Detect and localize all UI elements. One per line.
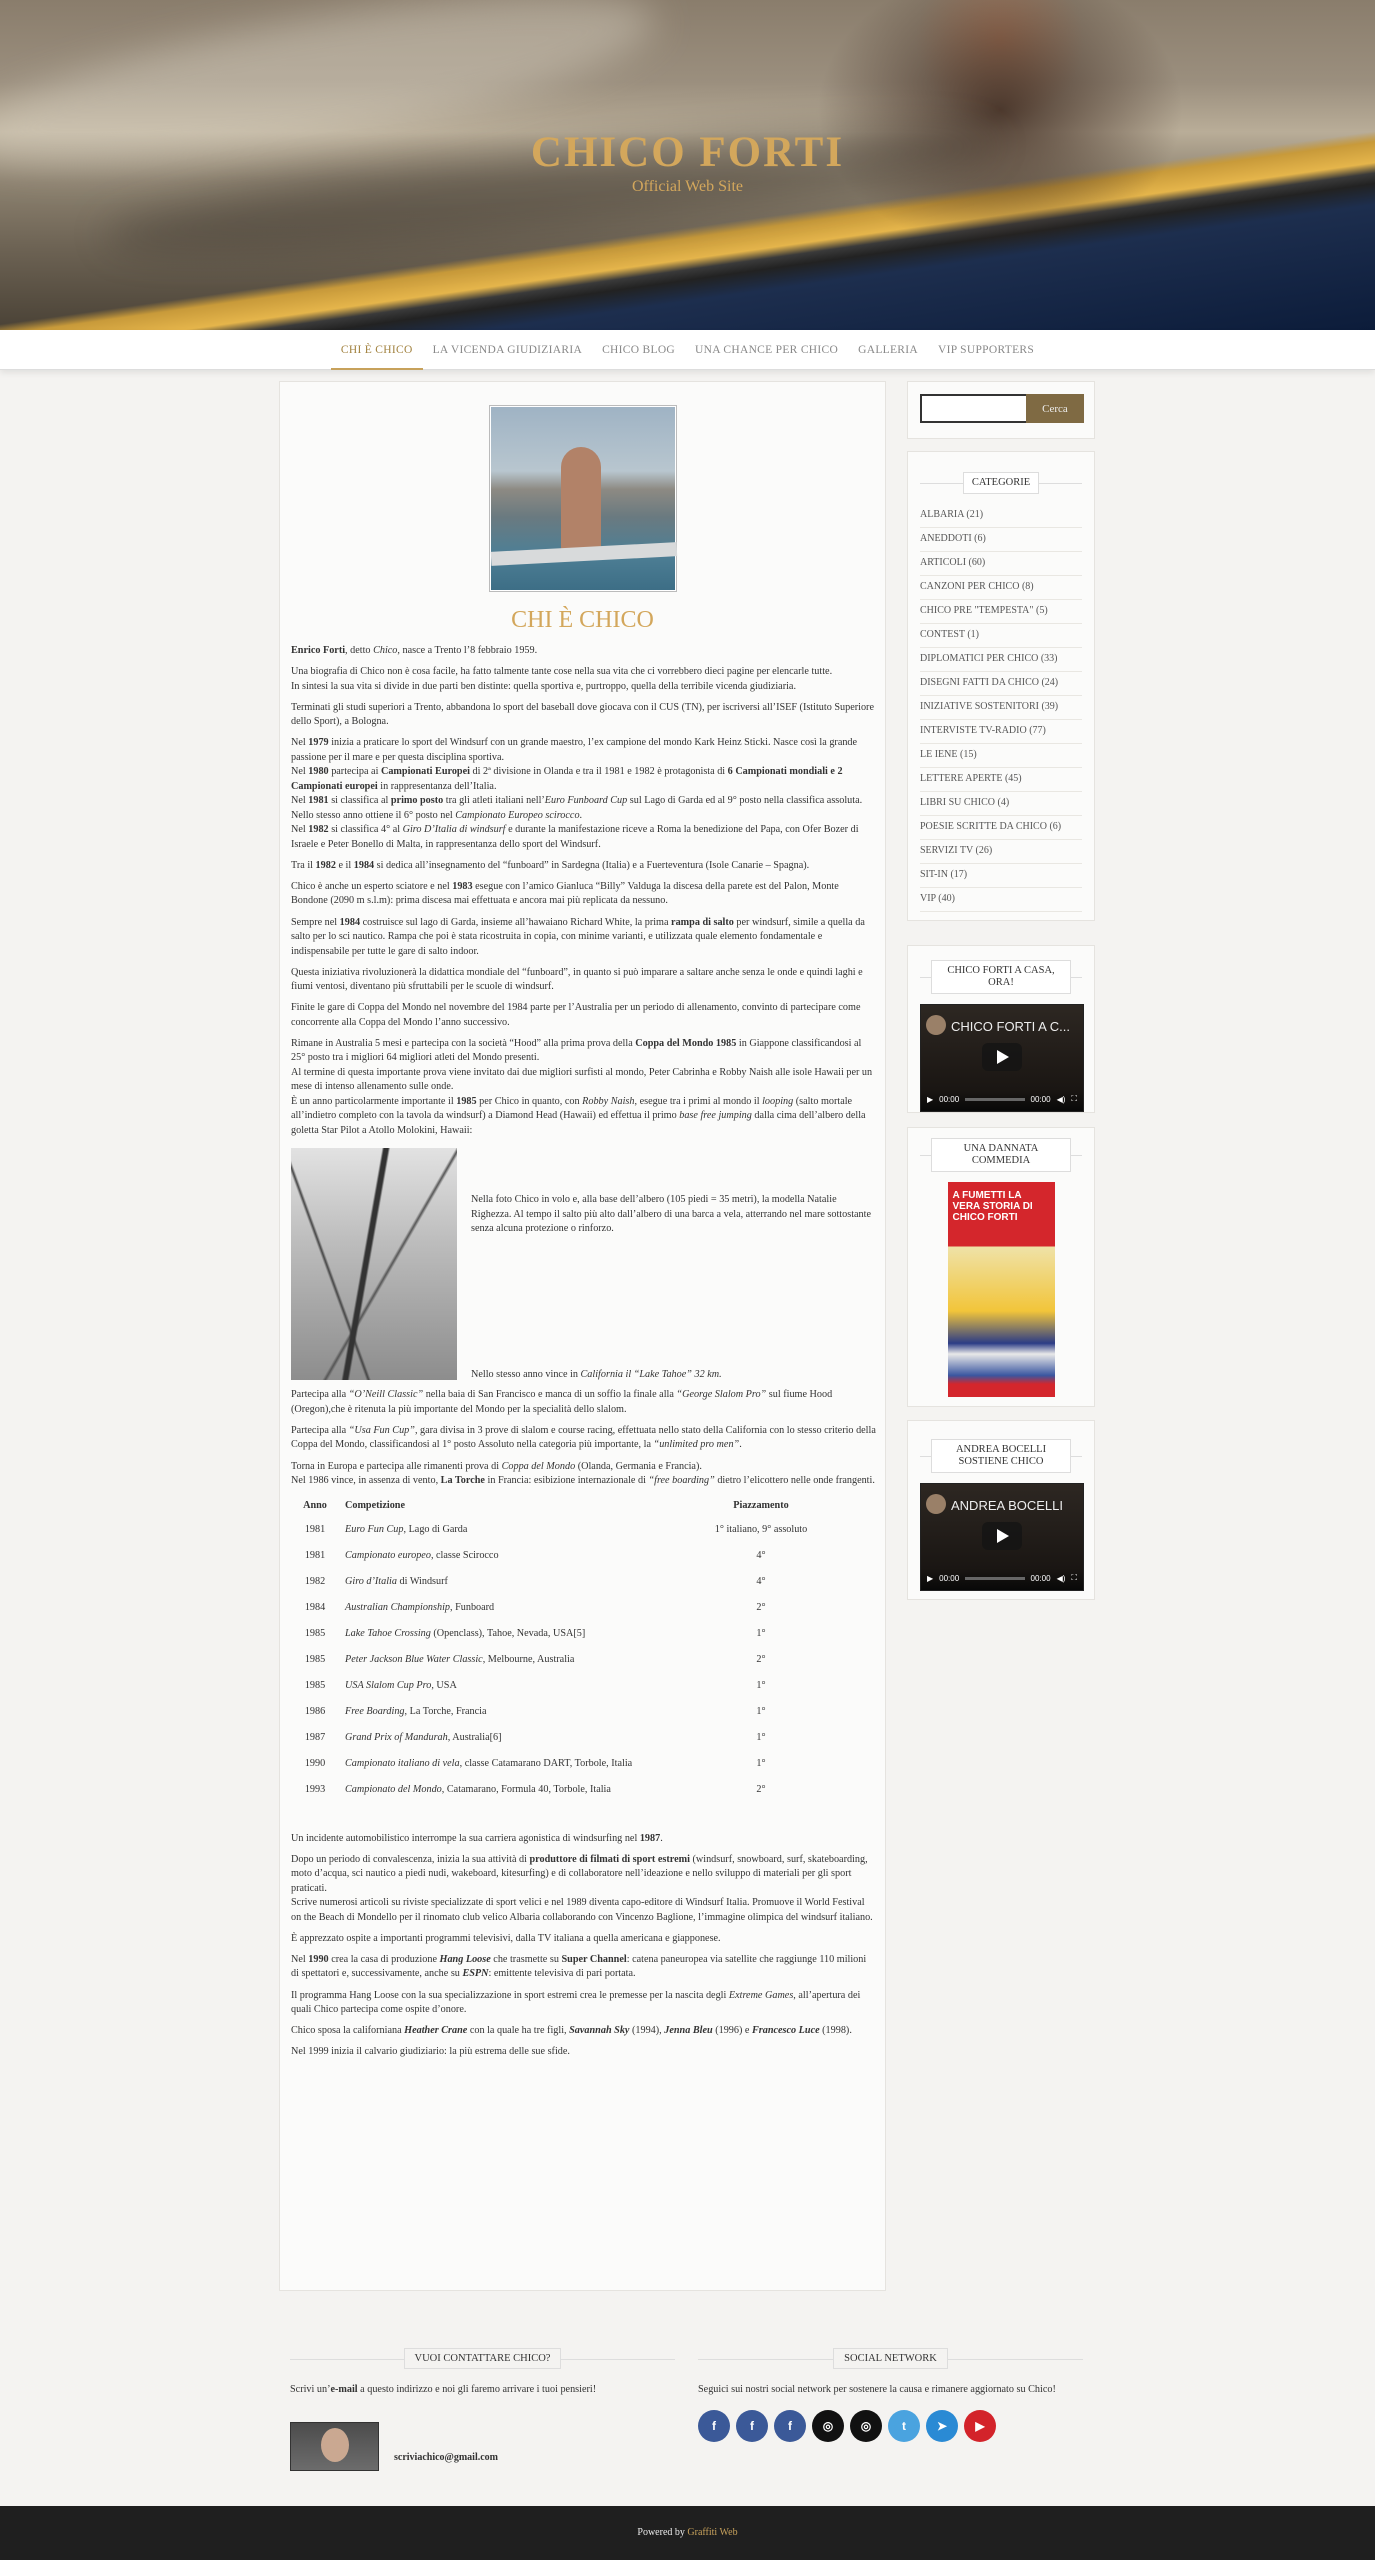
figure-caption: Nella foto Chico in volo e, alla base dell’albero (105 piedi = 35 metri), la modella Natalie Righezza. Al tempo il salto più alto dall’albero di una barca a vela, atterrando nel mare sottostante senza alcuna protezione o rinforzo. [471,1194,871,1235]
instagram-icon[interactable]: ◎ [812,2410,844,2442]
nav-item[interactable]: CHI È CHICO [331,330,423,370]
paragraph: Questa iniziativa rivoluzionerà la didattica mondiale del “funboard”, in quanto si può imparare a saltare anche senza le onde e quindi laghi e fiumi ventosi, diventano più sfruttabili per le scuole di windsurf. [291,966,863,993]
category-link[interactable]: POESIE SCRITTE DA CHICO (6) [920,816,1082,840]
search-input[interactable] [920,394,1028,423]
table-cell: 1985 [304,1628,326,1640]
widget-title: UNA DANNATA COMMEDIA [931,1138,1071,1172]
paragraph: Enrico Forti, detto Chico, nasce a Trento l’8 febbraio 1959. [291,645,538,656]
table-row [291,1778,851,1804]
paragraph: Terminati gli studi superiori a Trento, abbandona lo sport del baseball dove giocava con il CUS (TN), per iscriversi all’ISEF (Istituto Superiore dello Sport), a Bologna. [291,701,874,728]
category-link[interactable]: ALBARIA (21) [920,504,1082,528]
nav-item[interactable]: GALLERIA [858,344,918,356]
table-header: Competizione [345,1500,405,1512]
figure-caption: Nello stesso anno vince in California il “Lake Tahoe” 32 km. [471,1369,722,1381]
table-cell: 1987 [304,1732,326,1744]
facebook-icon[interactable]: f [736,2410,768,2442]
channel-avatar [926,1015,946,1035]
table-row [291,1648,851,1674]
table-row [291,1596,851,1622]
table-cell: 1984 [304,1602,326,1614]
table-cell: 1993 [304,1784,326,1796]
category-link[interactable]: ARTICOLI (60) [920,552,1082,576]
widget-title: ANDREA BOCELLI SOSTIENE CHICO [931,1439,1071,1473]
table-cell: 1986 [304,1706,326,1718]
contact-title: VUOI CONTATTARE CHICO? [404,2348,562,2369]
category-link[interactable]: LETTERE APERTE (45) [920,768,1082,792]
paragraph: Nel 1979 inizia a praticare lo sport del Windsurf con un grande maestro, l’ex campione del mondo Kark Heinz Sticki. Nasce così la grande passione per il mare e per questa disciplina sportiva. Nel 1980 partecipa ai Campionati Europei di 2ª divisione in Olanda e tra il 1981 e 1982 è protagonista di 6 Campionati mondiali e 2 Campionati europei in rappresentanza dell’Italia. Nel 1981 si classifica al primo posto tra gli atleti italiani nell’Euro Funboard Cup sul Lago di Garda ed al 9° posto nella classifica assoluta. Nello stesso anno ottiene il 6° posto nel Campionato Europeo scirocco. Nel 1982 si classifica 4° al Giro D’Italia di windsurf e durante la manifestazione riceve a Roma la benedizione del Papa, con Ofer Bozer di Israele e Peter Bonello di Malta, in rappresentanza dello sport del Windsurf. [291,737,863,850]
table-cell: 1985 [304,1654,326,1666]
category-link[interactable]: LIBRI SU CHICO (4) [920,792,1082,816]
twitter-icon[interactable]: t [888,2410,920,2442]
category-link[interactable]: SIT-IN (17) [920,864,1082,888]
table-cell: 2° [756,1654,766,1666]
progress-bar[interactable] [965,1098,1024,1101]
table-cell: 1° italiano, 9° assoluto [714,1524,808,1536]
video-title: CHICO FORTI A C... [951,1019,1070,1034]
table-cell: 1981 [304,1550,326,1562]
figure [291,1148,876,1382]
search-button[interactable]: Cerca [1026,394,1084,423]
nav-item[interactable]: LA VICENDA GIUDIZIARIA [432,344,583,356]
paragraph: Rimane in Australia 5 mesi e partecipa con la società “Hood” alla prima prova della Coppa del Mondo 1985 in Giappone classificandosi al 25° posto tra i migliori 64 migliori atleti del Mondo presenti. Al termine di questa importante prova viene invitato dai due migliori surfisti al mondo, Peter Cabrinha e Robby Naish alle isole Hawaii per un mese di intenso allenamento sulle onde. È un anno particolarmente importante il 1985 per Chico in quanto, con Robby Naish, esegue tra i primi al mondo il looping (salto mortale all’indietro completo con la tavola da windsurf) a Diamond Head (Hawaii) ed effettua il primo base free jumping dalla cima dell’albero della goletta Star Pilot a Atollo Molokini, Hawaii: [291,1037,873,1136]
table-cell: 4° [756,1550,766,1562]
facebook-icon[interactable]: f [698,2410,730,2442]
site-subtitle: Official Web Site [632,178,743,195]
paragraph: Dopo un periodo di convalescenza, inizia la sua attività di produttore di filmati di sport estremi (windsurf, snowboard, surf, skateboarding, moto d’acqua, sci nautico a piedi nudi, wakeboard, kitesurfing) e di collaboratore nell’ideazione e nello sviluppo di materiali per gli sport praticati. Scrive numerosi articoli su riviste specializzate di sport velici e nel 1989 diventa capo-editore di Windsurf Italia. Promuove il World Festival on the Beach di Mondello per il rinomato club velico Albaria collaborando con Vincenzo Baglione, l’immagine olimpica del windsurf italiano. [291,1853,873,1923]
site-title[interactable]: CHICO FORTI [530,129,845,176]
video-widget-bocelli [907,1420,1095,1600]
paragraph: Finite le gare di Coppa del Mondo nel novembre del 1984 parte per l’Australia per un periodo di allenamento, convinto di partecipare come concorrente alla Coppa del Mondo l’anno successivo. [291,1002,861,1028]
footer-bar [0,2506,1375,2560]
table-cell: 1° [756,1680,766,1692]
table-cell: Campionato europeo, classe Scirocco [345,1550,499,1562]
volume-icon[interactable]: ◀) [1056,1573,1066,1583]
table-cell: 1982 [304,1576,326,1588]
social-text: Seguici sui nostri social network per sostenere la causa e rimanere aggiornato su Chico! [698,2384,1056,2395]
paragraph: Un incidente automobilistico interrompe la sua carriera agonistica di windsurfing nel 1987. [291,1832,663,1844]
table-cell: USA Slalom Cup Pro, USA [345,1680,457,1692]
table-cell: 1° [756,1758,766,1770]
table-row [291,1622,851,1648]
table-cell: 1981 [304,1524,326,1536]
play-button-icon[interactable]: ▶ [927,1573,934,1583]
mast-photo [291,1148,457,1380]
table-cell: 1° [756,1732,766,1744]
paragraph: Torna in Europa e partecipa alle rimanenti prova di Coppa del Mondo (Olanda, Germania e Francia). Nel 1986 vince, in assenza di vento, La Torche in Francia: esibizione internazionale di “free boarding” dietro l’elicottero nelle onde frangenti. [291,1460,875,1487]
category-link[interactable]: SERVIZI TV (26) [920,840,1082,864]
table-cell: Grand Prix of Mandurah, Australia[6] [345,1732,502,1744]
paragraph: Nel 1990 crea la casa di produzione Hang Loose che trasmette su Super Channel: catena paneuropea via satellite che raggiunge 110 milioni di spettatori e, successivamente, anche su ESPN: emittente televisiva di pari portata. [291,1953,867,1980]
contact-email[interactable]: scriviachico@gmail.com [394,2452,498,2463]
table-row [291,1700,851,1726]
nav-item[interactable]: VIP SUPPORTERS [938,344,1035,356]
contact-text: Scrivi un’e-mail a questo indirizzo e noi gli faremo arrivare i tuoi pensieri! [290,2384,597,2395]
categories-widget [907,451,1095,921]
paragraph: Chico è anche un esperto sciatore e nel 1983 esegue con l’amico Gianluca “Billy” Valduga la discesa della parete est del Palon, Monte Bondone (2090 m s.l.m): prima discesa mai effettuata e ancora mai più replicata da nessuno. [291,880,839,907]
table-cell: Free Boarding, La Torche, Francia [345,1706,487,1718]
table-header: Anno [303,1500,327,1512]
instagram-icon[interactable]: ◎ [850,2410,882,2442]
table-row [291,1726,851,1752]
book-widget [907,1127,1095,1407]
category-link[interactable]: CONTEST (1) [920,624,1082,648]
telegram-icon[interactable]: ➤ [926,2410,958,2442]
main-nav [0,330,1375,370]
category-link[interactable]: ANEDDOTI (6) [920,528,1082,552]
video-title: ANDREA BOCELLI [951,1498,1063,1513]
search-widget [907,381,1095,439]
table-cell: 4° [756,1576,766,1588]
paragraph: Il programma Hang Loose con la sua specializzazione in sport estremi crea le premesse per la nascita degli Extreme Games, all’apertura dei quali Chico partecipa come ospite d’onore. [291,1989,861,2015]
table-cell: Euro Fun Cup, Lago di Garda [345,1524,468,1536]
table-cell: Peter Jackson Blue Water Classic, Melbourne, Australia [345,1654,575,1666]
table-cell: Campionato italiano di vela, classe Catamarano DART, Torbole, Italia [345,1758,633,1770]
category-link[interactable]: DIPLOMATICI PER CHICO (33) [920,648,1082,672]
chico-photo [489,405,677,592]
chico-avatar [290,2422,379,2471]
page-title: CHI È CHICO [511,607,654,633]
play-icon[interactable] [982,1043,1022,1071]
category-link[interactable]: DISEGNI FATTI DA CHICO (24) [920,672,1082,696]
fullscreen-icon[interactable]: ⛶ [1071,1573,1077,1582]
play-icon[interactable] [982,1522,1022,1550]
time-current: 00:00 [939,1094,960,1104]
table-row [291,1570,851,1596]
paragraph: Chico sposa la californiana Heather Crane con la quale ha tre figli, Savannah Sky (1994), Jenna Bleu (1996) e Francesco Luce (1998). [291,2025,852,2037]
play-button-icon[interactable]: ▶ [927,1094,934,1104]
category-link[interactable]: INIZIATIVE SOSTENITORI (39) [920,696,1082,720]
table-header: Piazzamento [733,1500,789,1512]
video-player[interactable] [920,1483,1084,1591]
table-cell: Lake Tahoe Crossing (Openclass), Tahoe, Nevada, USA[5] [345,1628,586,1640]
powered-by-text: Powered by [637,2527,688,2538]
table-cell: 1985 [304,1680,326,1692]
paragraph: Partecipa alla “Usa Fun Cup”, gara divisa in 3 prove di slalom e course racing, effettuata nello stato della California con lo stesso criterio della Coppa del Mondo, classificandosi al 1° posto Assoluto nella categoria più importante, la “unlimited pro men”. [291,1424,876,1451]
category-link[interactable]: LE IENE (15) [920,744,1082,768]
time-total: 00:00 [1030,1573,1051,1583]
results-table [291,1495,851,1804]
paragraph: Una biografia di Chico non è cosa facile, ha fatto talmente tante cose nella sua vita che ci vorrebbero dieci pagine per elencarle tutte. In sintesi la sua vita si divide in due parti ben distinte: quella sportiva e, purtroppo, quella della terribile vicenda giudiziaria. [291,666,833,692]
table-cell: 1990 [304,1758,326,1770]
video-player[interactable] [920,1004,1084,1112]
paragraph: Tra il 1982 e il 1984 si dedica all’insegnamento del “funboard” in Sardegna (Italia) e a Fuerteventura (Isole Canarie – Spagna). [291,859,810,871]
table-cell: 2° [756,1602,766,1614]
table-cell: Giro d’Italia di Windsurf [345,1576,448,1588]
table-row [291,1518,851,1544]
paragraph: È apprezzato ospite a importanti programmi televisivi, dalla TV italiana a quella americana e giapponese. [291,1932,721,1944]
paragraph: Sempre nel 1984 costruisce sul lago di Garda, insieme all’hawaiano Richard White, la prima rampa di salto per windsurf, simile a quella da salto per lo sci nautico. Rampa che poi è stata ricostruita in copia, con minime varianti, e utilizzata quale elemento fondamentale e indispensabile per tutte le gare di salto indoor. [291,916,865,957]
nav-item[interactable]: UNA CHANCE PER CHICO [695,344,839,356]
category-link[interactable]: VIP (40) [920,888,1082,912]
article-body [291,644,876,2066]
widget-title: CHICO FORTI A CASA, ORA! [931,960,1071,994]
social-section [698,2348,1083,2442]
main-content [279,381,886,2291]
time-current: 00:00 [939,1573,960,1583]
table-row [291,1752,851,1778]
category-link[interactable]: CANZONI PER CHICO (8) [920,576,1082,600]
table-cell: 2° [756,1784,766,1796]
category-link[interactable]: INTERVISTE TV-RADIO (77) [920,720,1082,744]
table-cell: 1° [756,1628,766,1640]
powered-by-link[interactable]: Graffiti Web [687,2527,738,2538]
hero-banner [0,0,1375,330]
table-cell: 1° [756,1706,766,1718]
nav-item[interactable]: CHICO BLOG [602,344,676,356]
video-widget-chico [907,945,1095,1113]
paragraph: Partecipa alla “O’Neill Classic” nella baia di San Francisco e manca di un soffio la finale alla “George Slalom Pro” sul fiume Hood (Oregon),che è ritenuta la più importante del Mondo per la specialità dello slalom. [291,1389,833,1415]
social-title: SOCIAL NETWORK [833,2348,948,2369]
paragraph: Nel 1999 inizia il calvario giudiziario: la più estrema delle sue sfide. [291,2046,570,2058]
category-link[interactable]: CHICO PRE "TEMPESTA" (5) [920,600,1082,624]
facebook-icon[interactable]: f [774,2410,806,2442]
table-row [291,1674,851,1700]
time-total: 00:00 [1030,1094,1051,1104]
table-cell: Australian Championship, Funboard [345,1602,495,1614]
youtube-icon[interactable]: ▶ [964,2410,996,2442]
categories-title: CATEGORIE [963,472,1039,494]
table-row [291,1544,851,1570]
contact-section [290,2348,675,2488]
volume-icon[interactable]: ◀) [1056,1094,1066,1104]
fullscreen-icon[interactable]: ⛶ [1071,1094,1077,1103]
channel-avatar [926,1494,946,1514]
table-cell: Campionato del Mondo, Catamarano, Formula 40, Torbole, Italia [345,1784,611,1796]
progress-bar[interactable] [965,1577,1024,1580]
book-cover-image[interactable]: A FUMETTI LA VERA STORIA DI CHICO FORTI [948,1182,1055,1397]
